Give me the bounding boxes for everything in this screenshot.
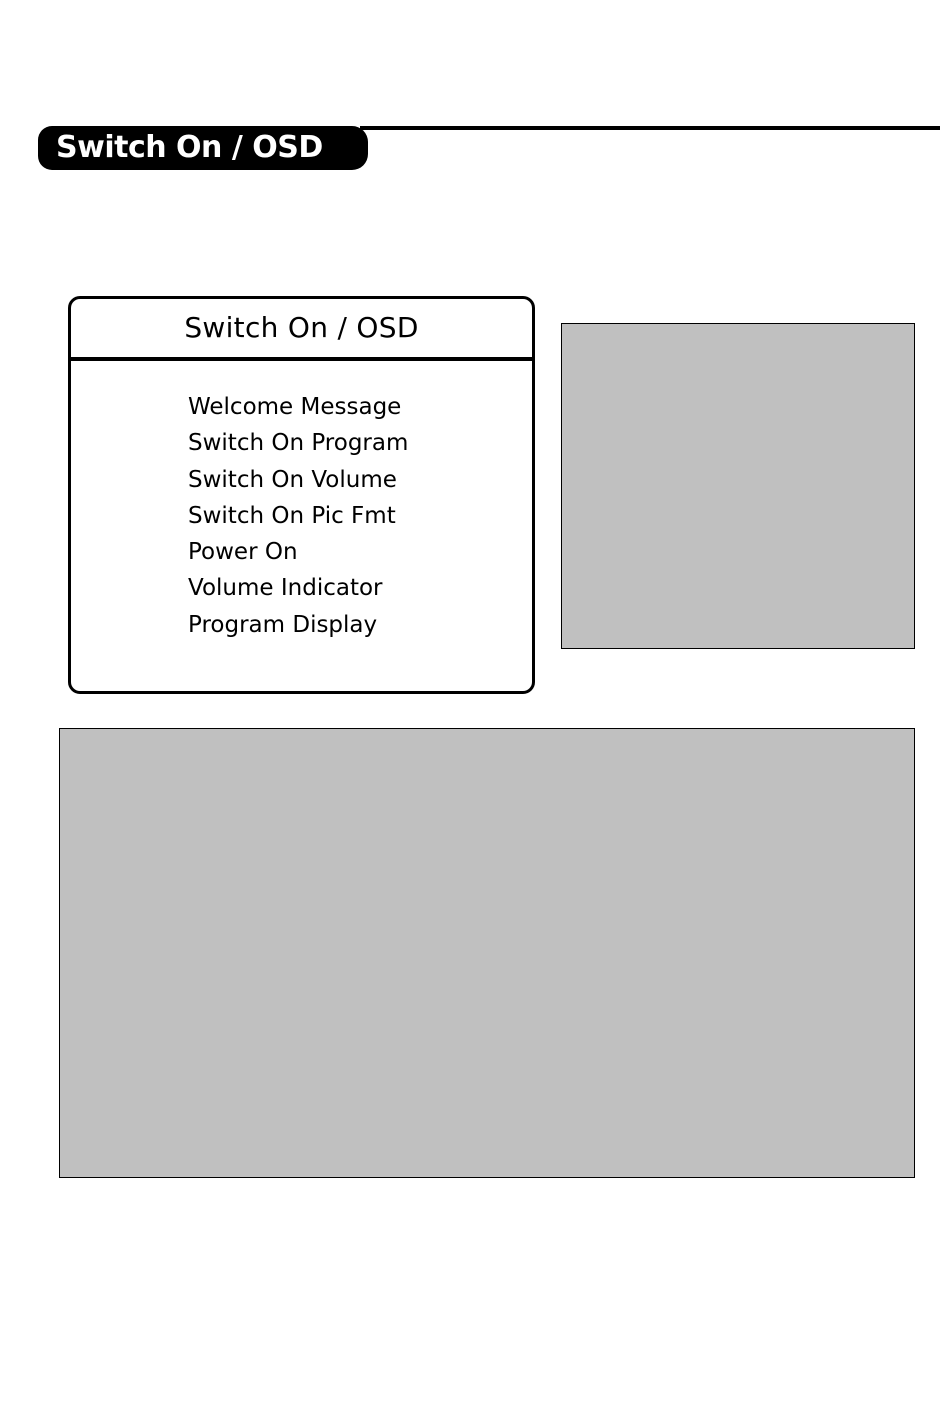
header-rule bbox=[360, 126, 940, 130]
osd-menu-title: Switch On / OSD bbox=[184, 311, 419, 344]
menu-item-switch-on-pic-fmt[interactable]: Switch On Pic Fmt bbox=[188, 502, 396, 529]
osd-menu-panel bbox=[68, 296, 535, 694]
main-placeholder-box bbox=[59, 728, 915, 1178]
side-placeholder-box bbox=[561, 323, 915, 649]
menu-item-power-on[interactable]: Power On bbox=[188, 539, 298, 566]
menu-item-switch-on-volume[interactable]: Switch On Volume bbox=[188, 466, 397, 493]
section-title: Switch On / OSD bbox=[56, 130, 323, 165]
section-title-tab bbox=[38, 126, 368, 170]
osd-menu-header bbox=[71, 299, 532, 361]
menu-item-program-display[interactable]: Program Display bbox=[188, 611, 378, 638]
osd-menu-list bbox=[188, 389, 408, 643]
menu-item-switch-on-program[interactable]: Switch On Program bbox=[188, 430, 409, 457]
menu-item-welcome-message[interactable]: Welcome Message bbox=[188, 394, 402, 420]
menu-item-volume-indicator[interactable]: Volume Indicator bbox=[188, 575, 383, 602]
